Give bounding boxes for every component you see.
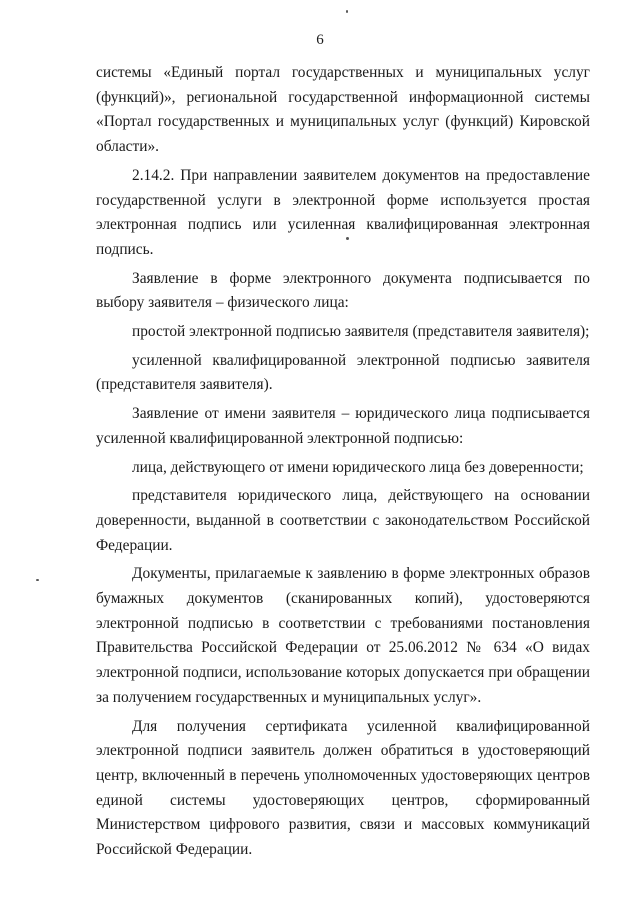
paragraph-legal-entity-signature: Заявление от имени заявителя – юридического лица подписывается усиленной квалифицированной электронной подписью: (96, 405, 590, 447)
document-body (96, 61, 590, 867)
paragraph-qualified-signature: усиленной квалифицированной электронной подписью заявителя (представителя заявителя). (96, 351, 590, 394)
paragraph-portal-systems: системы «Единый портал государственных и муниципальных услуг (функций)», региональной государственной информационной системы «Портал государственных и муниципальных услуг (функций) Кировской области». (96, 64, 590, 156)
paragraph-representative: представителя юридического лица, действующего на основании доверенности, выданной в соответствии с законодательством Российской Федерации. (96, 487, 590, 554)
paragraph-attached-documents: Документы, прилагаемые к заявлению в форме электронных образов бумажных документов (сканированных копий), удостоверяются электронной подписью в соответствии с требованиями постановления Правительства Российской Федерации от 25.06.2012 № 634 «О видах электронной подписи, использование которых допускается при обращении за получением государственных и муниципальных услуг». (96, 565, 590, 706)
paragraph-certificate: Для получения сертификата усиленной квалифицированной электронной подписи заявитель должен обратиться в удостоверяющий центр, включенный в перечень уполномоченных удостоверяющих центров единой системы удостоверяющих центров, сформированный Министерством цифрового развития, связи и массовых коммуникаций Российской Федерации. (96, 717, 590, 859)
scan-speck (36, 579, 39, 581)
paragraph-section-2-14-2: 2.14.2. При направлении заявителем документов на предоставление государственной услуги в электронной форме используется простая электронная подпись или усиленная квалифицированная электронная подпись. (96, 166, 590, 258)
paragraph-individual-signature: Заявление в форме электронного документа подписывается по выбору заявителя – физического лица: (96, 269, 590, 312)
scan-speck (346, 10, 348, 13)
paragraph-simple-signature: простой электронной подписью заявителя (представителя заявителя); (132, 323, 590, 341)
page-number: 6 (316, 32, 324, 48)
paragraph-without-power-of-attorney: лица, действующего от имени юридического лица без доверенности; (132, 458, 584, 476)
